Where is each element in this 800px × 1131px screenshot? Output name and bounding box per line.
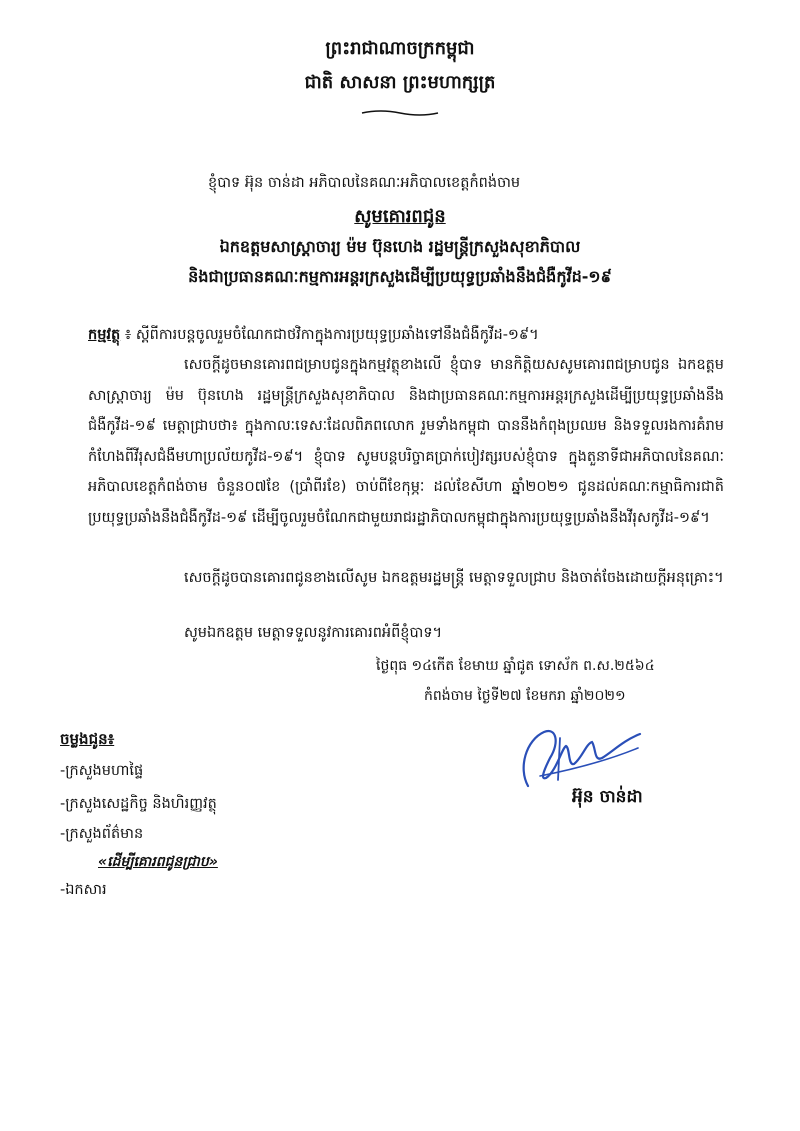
body-paragraph-2: សេចក្តីដូចបានគោរពជូនខាងលើសូម ឯកឧត្តមរដ្ឋមន្ត្រី មេត្តាទទួលជ្រាប និងចាត់ចែងដោយក្តីអនុគ្រោះ។: [184, 570, 724, 586]
copy-recipient-item: -ក្រសួងព័ត៌មាន: [60, 826, 144, 842]
subject-line: [88, 320, 724, 351]
closing-line: សូមឯកឧត្តម មេត្តាទទួលនូវការគោរពអំពីខ្ញុំបាទ។: [184, 625, 443, 641]
recipient-line-2: និងជាប្រធានគណៈកម្មការអន្តរក្រសួងដើម្បីប្រយុទ្ធប្រឆាំងនឹងជំងឺកូវីដ-១៩: [188, 267, 612, 286]
date-lunar: ថ្ងៃពុធ ១៤កើត ខែមាឃ ឆ្នាំជូត ទោស័ក ព.ស.២៥៦៤: [376, 658, 655, 674]
body-paragraph-1: សេចក្តីដូចមានគោរពជម្រាបជូនក្នុងកម្មវត្ថុខាងលើ ខ្ញុំបាទ មានកិត្តិយសសូមគោរពជម្រាបជូន ឯកឧត្តមសាស្ត្រាចារ្យ ម៉ម ប៊ុនហេង រដ្ឋមន្ត្រីក្រសួងសុខាភិបាល និងជាប្រធានគណៈកម្មការអន្តរក្រសួងដើម្បីប្រយុទ្ធប្រឆាំងនឹងជំងឺកូវីដ-១៩ មេត្តាជ្រាបថា៖ ក្នុងកាលៈទេសៈដែលពិភពលោក រួមទាំងកម្ពុជា បាននឹងកំពុងប្រឈម និងទទួលរងការគំរាមកំហែងពីវីរុសជំងឺមហាប្រល័យកូវីដ-១៩។ ខ្ញុំបាទ សូមបន្តបរិច្ចាគប្រាក់បៀវត្សរបស់ខ្ញុំបាទ ក្នុងតួនាទីជាអភិបាលនៃគណៈអភិបាលខេត្តកំពង់ចាម ចំនួន០៧ខែ (ប្រាំពីរខែ) ចាប់ពីខែកុម្ភៈ ដល់ខែសីហា ឆ្នាំ២០២១ ជូនដល់គណៈកម្មាធិការជាតិប្រយុទ្ធប្រឆាំងនឹងជំងឺកូវីដ-១៩ ដើម្បីចូលរួមចំណែកជាមួយរាជរដ្ឋាភិបាលកម្ពុជាក្នុងការប្រយុទ្ធប្រឆាំងនឹងវីរុសកូវីដ-១៩។: [88, 357, 724, 526]
signer-name: អ៊ុន ចាន់ដា: [572, 787, 643, 807]
subject-label: កម្មវត្ថុ: [88, 327, 121, 343]
date-solar: កំពង់ចាម ថ្ងៃទី២៧ ខែមករា ឆ្នាំ២០២១: [424, 688, 626, 704]
kingdom-title: ព្រះរាជាណាចក្រកម្ពុជា: [325, 38, 475, 59]
ornament-divider: [360, 108, 440, 118]
national-motto: ជាតិ សាសនា ព្រះមហាក្សត្រ: [304, 72, 496, 93]
subject-separator: ៖: [120, 327, 136, 343]
recipient-line-1: ឯកឧត្តមសាស្ត្រាចារ្យ ម៉ម ប៊ុនហេង រដ្ឋមន្ត្រីក្រសួងសុខាភិបាល: [219, 237, 581, 256]
copy-recipient-item: -ក្រសួងសេដ្ឋកិច្ច និងហិរញ្ញវត្ថុ: [60, 796, 217, 812]
respectfully-to-heading: សូមគោរពជូន: [354, 206, 446, 227]
copy-recipient-item: -ក្រសួងមហាផ្ទៃ: [60, 763, 144, 779]
copy-purpose-note: «ដើម្បីគោរពជូនជ្រាប»: [98, 854, 218, 870]
copies-title: ចម្លងជូន៖: [60, 730, 115, 748]
sender-line: ខ្ញុំបាទ អ៊ុន ចាន់ដា អភិបាលនៃគណៈអភិបាលខេត្តកំពង់ចាម: [208, 175, 521, 191]
copy-recipient-item: -ឯកសារ: [60, 882, 107, 898]
subject-text: ស្តីពីការបន្តចូលរួមចំណែកជាថវិកាក្នុងការប្រយុទ្ធប្រឆាំងទៅនឹងជំងឺកូវីដ-១៩។: [135, 327, 539, 343]
